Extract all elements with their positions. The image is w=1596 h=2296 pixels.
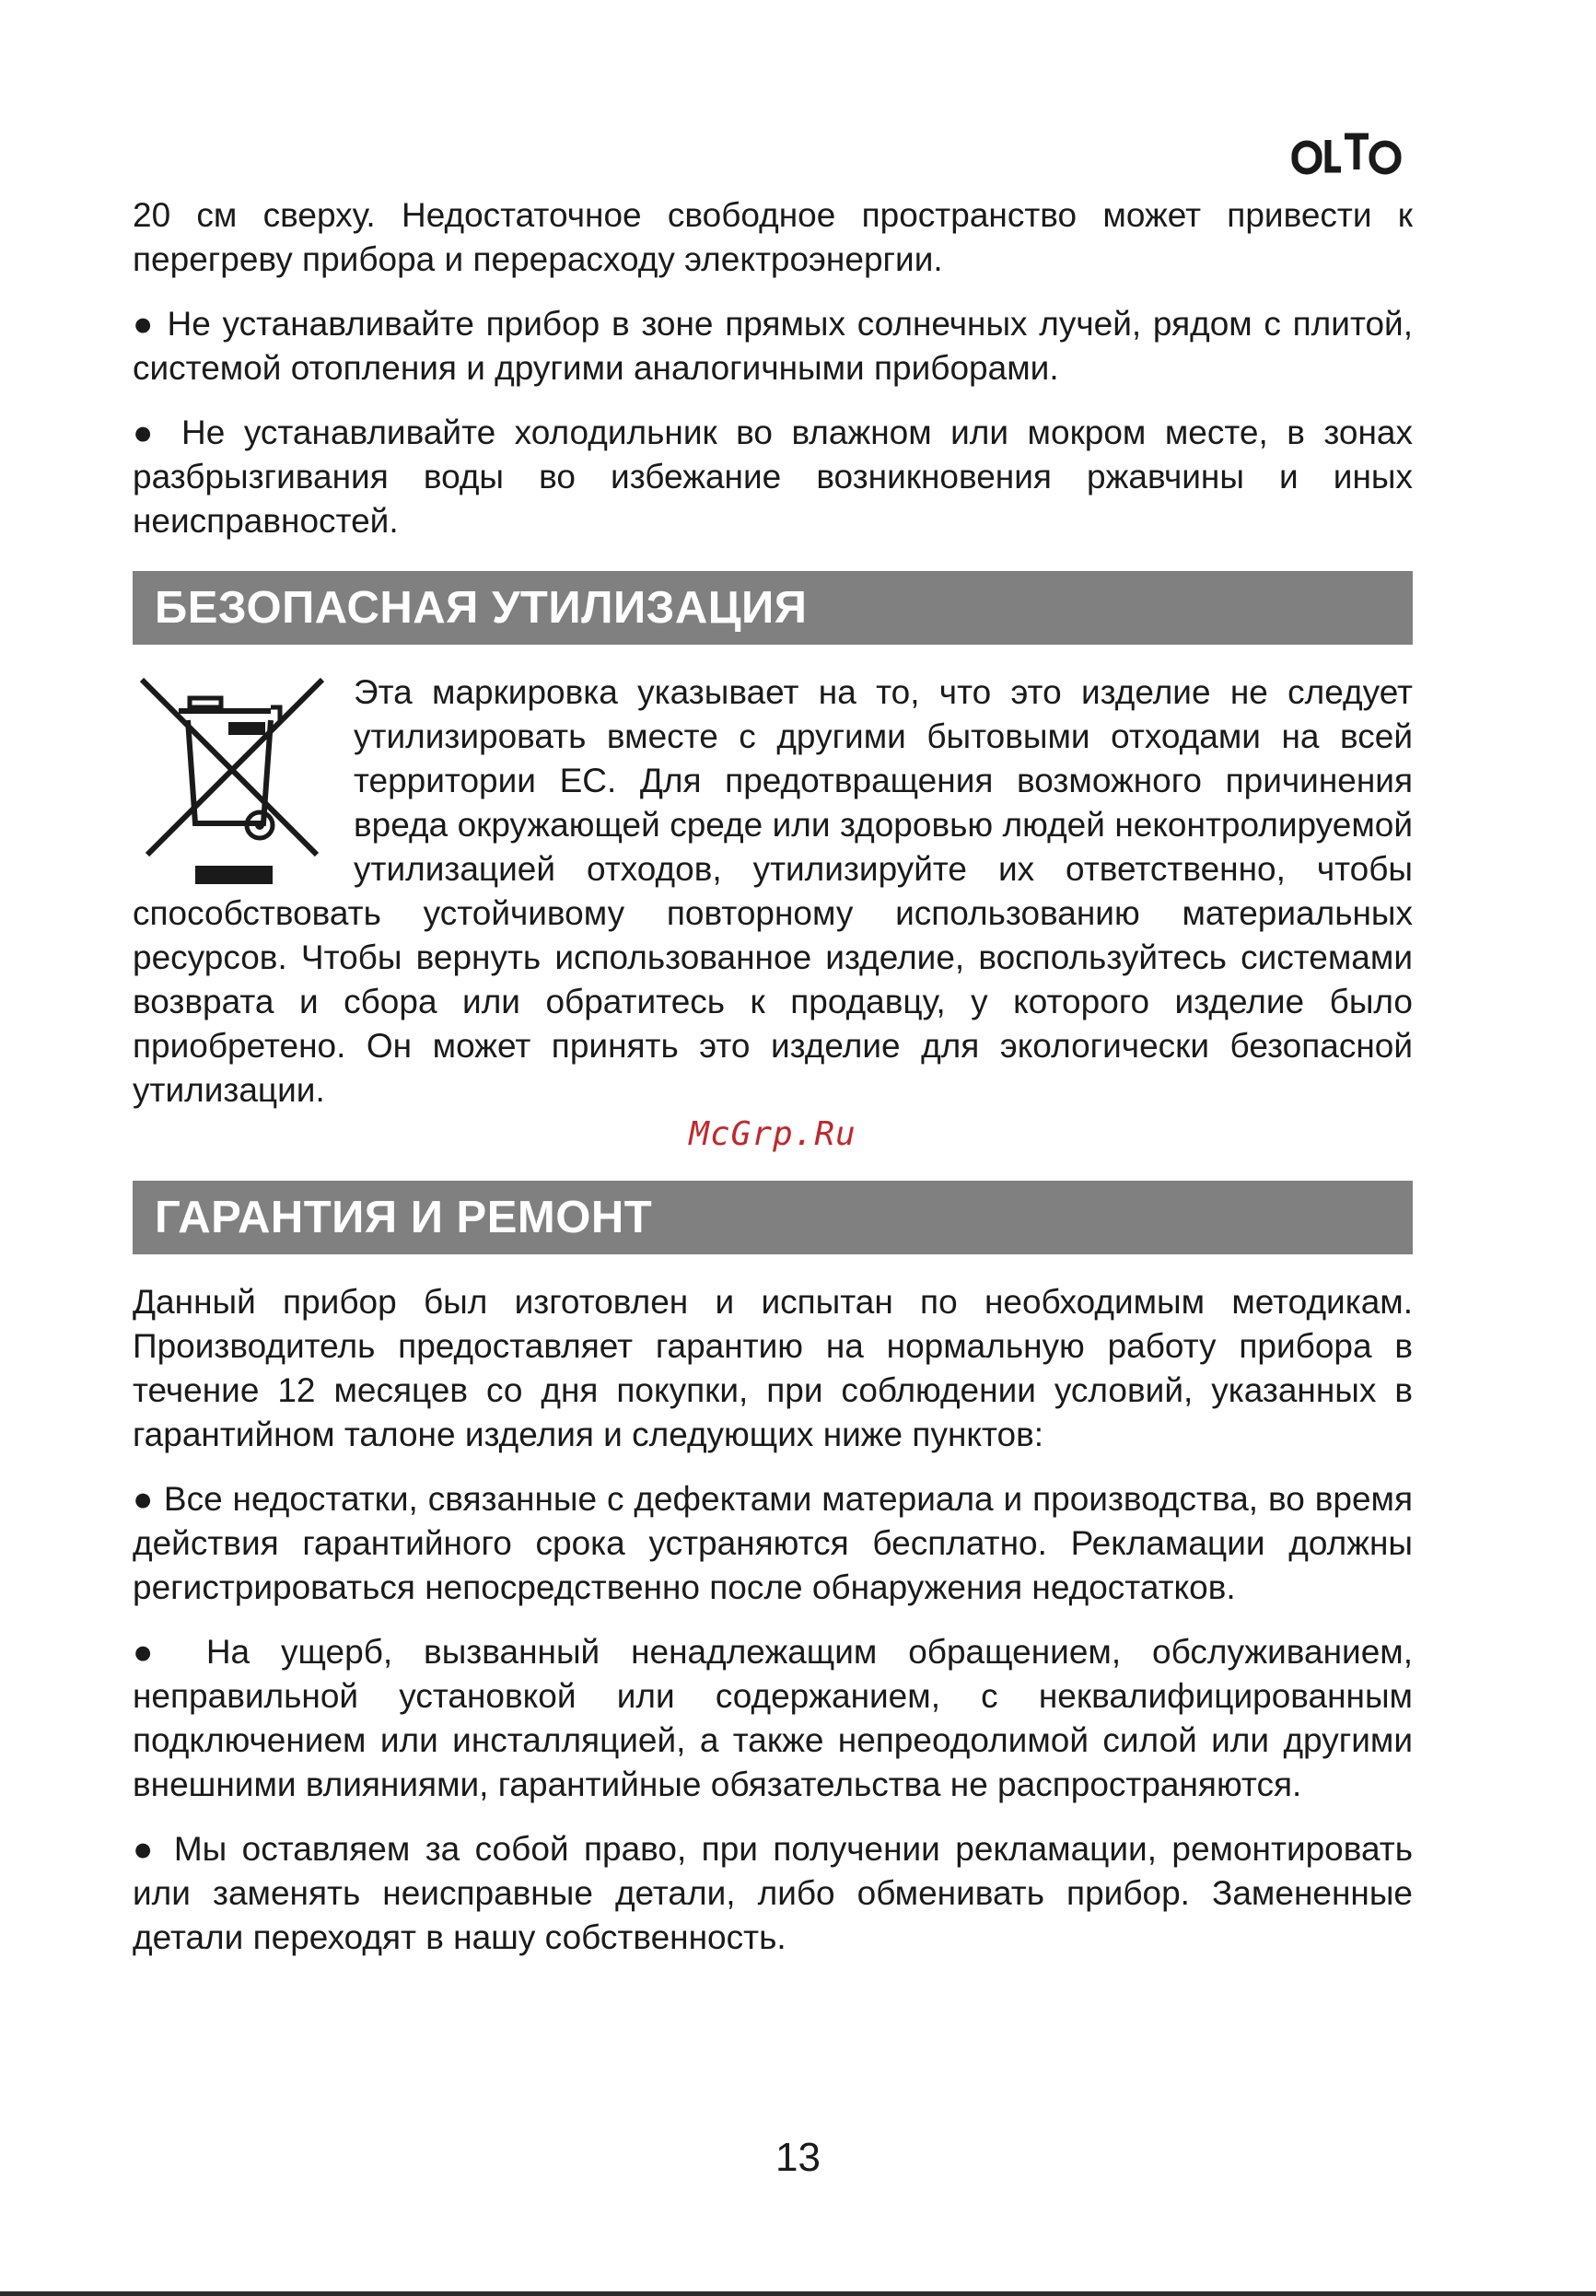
bottom-border xyxy=(0,2291,1596,2296)
intro-paragraph-3: ● Не устанавливайте холодильник во влажном или мокром месте, в зонах разбрызгивания воды во избежание возникновения ржавчины и иных неисправностей. xyxy=(133,414,1413,540)
warranty-paragraph-2: ● Все недостатки, связанные с дефектами материала и производства, во время действия гарантийного срока устраняются бесплатно. Рекламации должны регистрироваться непосредственно после обнаружения недостатков. xyxy=(133,1480,1413,1606)
intro-paragraph-2: ● Не устанавливайте прибор в зоне прямых солнечных лучей, рядом с плитой, системой отопления и другими аналогичными приборами. xyxy=(133,305,1413,387)
disposal-text: Эта маркировка указывает на то, что это изделие не следует утилизировать вместе с другими бытовыми отходами на всей территории ЕС. Для предотвращения возможного причинения вреда окружающей среде или здоровью людей неконтролируемой утилизацией отходов, утилизируйте их ответственно, чтобы способствовать устойчивому повторному использованию материальных ресурсов. Чтобы вернуть использованное изделие, воспользуйтесь системами возврата и сбора или обратитесь к продавцу, у которого изделие было приобретено. Он может принять это изделие для экологически безопасной утилизации. xyxy=(133,673,1413,1109)
crossed-out-wheelie-bin-icon xyxy=(133,670,335,892)
warranty-paragraph-1: Данный прибор был изготовлен и испытан по необходимым методикам. Производитель предоставляет гарантию на нормальную работу прибора в течение 12 месяцев со дня покупки, при соблюдении условий, указанных в гарантийном талоне изделия и следующих ниже пунктов: xyxy=(133,1283,1413,1453)
warranty-paragraph-3: ● На ущерб, вызванный ненадлежащим обращением, обслуживанием, неправильной установкой или содержанием, с неквалифицированным подключением или инсталляцией, а также непреодолимой силой или другими внешними влияниями, гарантийные обязательства не распространяются. xyxy=(133,1633,1413,1803)
page-number: 13 xyxy=(775,2135,821,2180)
page-content xyxy=(133,193,1413,1980)
warranty-paragraph-4: ● Мы оставляем за собой право, при получении рекламации, ремонтировать или заменять неисправные детали, либо обменивать прибор. Замененные детали переходят в нашу собственность. xyxy=(133,1830,1413,1956)
intro-paragraph-1: 20 см сверху. Недостаточное свободное пространство может привести к перегреву прибора и перерасходу электроэнергии. xyxy=(133,196,1413,278)
disposal-heading: БЕЗОПАСНАЯ УТИЛИЗАЦИЯ xyxy=(133,571,1413,645)
warranty-heading: ГАРАНТИЯ И РЕМОНТ xyxy=(133,1181,1413,1254)
olto-logo-icon xyxy=(1291,127,1404,175)
watermark-text: McGrp.Ru xyxy=(689,1115,856,1153)
disposal-section xyxy=(133,670,1413,1113)
